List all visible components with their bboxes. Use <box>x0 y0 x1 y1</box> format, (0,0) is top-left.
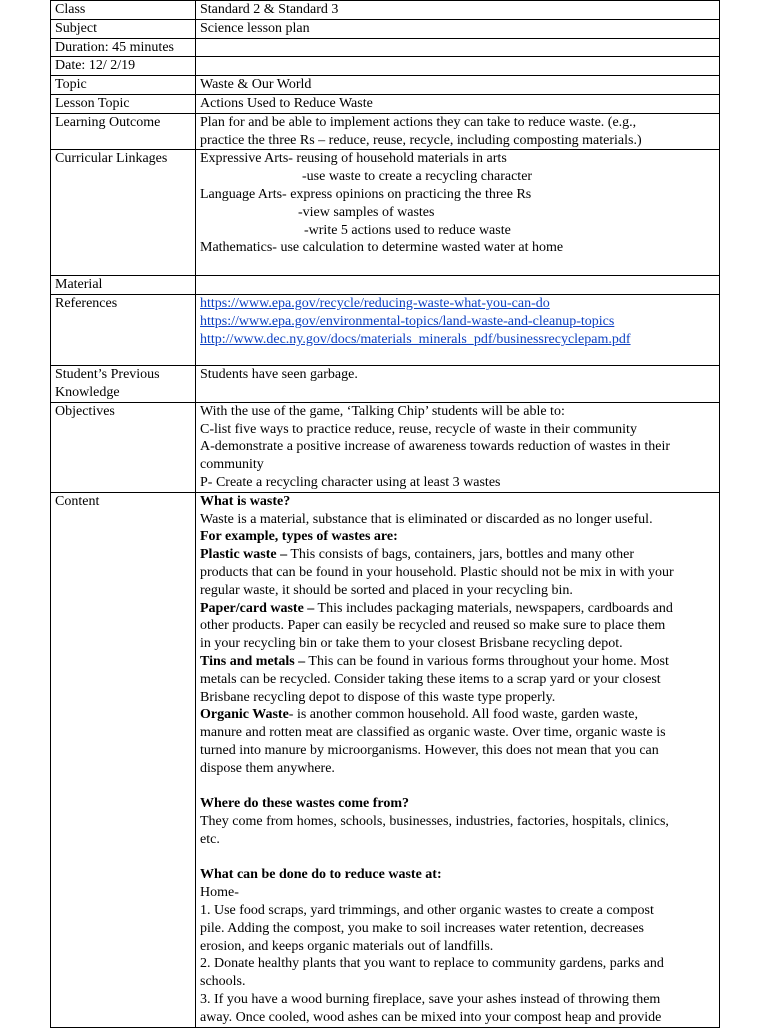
value-date <box>196 57 720 76</box>
value-subject: Science lesson plan <box>196 19 720 38</box>
text-line: Waste is a material, substance that is eliminated or discarded as no longer useful. <box>200 511 653 527</box>
content-heading: What can be done do to reduce waste at: <box>200 867 442 883</box>
text-line <box>200 706 715 724</box>
table-row <box>51 94 720 113</box>
text-line: schools. <box>200 974 246 990</box>
term-label: Tins and metals – <box>200 653 306 669</box>
label-duration: Duration: 45 minutes <box>51 38 196 57</box>
text-line: in your recycling bin or take them to your closest Brisbane recycling depot. <box>200 636 623 652</box>
text-line: 1. Use food scraps, yard trimmings, and other organic wastes to create a compost <box>200 903 654 919</box>
label-date: Date: 12/ 2/19 <box>51 57 196 76</box>
text-line: dispose them anywhere. <box>200 760 335 776</box>
table-row <box>51 19 720 38</box>
text-line: Expressive Arts- reusing of household materials in arts <box>200 151 507 167</box>
text-line: turned into manure by microorganisms. However, this does not mean that you can <box>200 742 659 758</box>
value-topic: Waste & Our World <box>196 76 720 95</box>
text-line: -view samples of wastes <box>298 204 435 220</box>
table-row <box>51 492 720 1027</box>
table-row <box>51 38 720 57</box>
text-line: community <box>200 457 264 473</box>
text-span: This consists of bags, containers, jars, bottles and many other <box>287 547 635 563</box>
table-row <box>51 366 720 403</box>
value-references <box>196 295 720 366</box>
label-subject: Subject <box>51 19 196 38</box>
value-lesson-topic: Actions Used to Reduce Waste <box>196 94 720 113</box>
label-topic: Topic <box>51 76 196 95</box>
label-material: Material <box>51 276 196 295</box>
label-lesson-topic: Lesson Topic <box>51 94 196 113</box>
table-row <box>51 57 720 76</box>
value-objectives <box>196 402 720 492</box>
text-line: etc. <box>200 831 220 847</box>
spacer <box>200 778 715 796</box>
lesson-plan-table <box>50 0 720 1028</box>
text-line <box>200 653 715 671</box>
label-content: Content <box>51 492 196 1027</box>
text-line: Language Arts- express opinions on practicing the three Rs <box>200 186 532 202</box>
table-row <box>51 276 720 295</box>
text-line: Knowledge <box>55 384 120 400</box>
term-label: Plastic waste – <box>200 547 288 563</box>
value-class: Standard 2 & Standard 3 <box>196 1 720 20</box>
reference-link[interactable]: https://www.epa.gov/recycle/reducing-waste-what-you-can-do <box>200 296 550 312</box>
spacer <box>200 849 715 867</box>
text-line: away. Once cooled, wood ashes can be mixed into your compost heap and provide <box>200 1009 662 1025</box>
text-line: Plan for and be able to implement actions they can take to reduce waste. (e.g., <box>200 114 637 130</box>
lesson-plan-document <box>50 0 720 1028</box>
reference-link[interactable]: https://www.epa.gov/environmental-topics/land-waste-and-cleanup-topics <box>200 313 615 329</box>
table-row <box>51 402 720 492</box>
text-line <box>200 546 715 564</box>
content-heading: Where do these wastes come from? <box>200 796 410 812</box>
text-line: 2. Donate healthy plants that you want to replace to community gardens, parks and <box>200 956 664 972</box>
table-row <box>51 76 720 95</box>
text-span: This includes packaging materials, newspapers, cardboards and <box>314 600 673 616</box>
text-line: metals can be recycled. Consider taking these items to a scrap yard or your closest <box>200 671 661 687</box>
text-line: practice the three Rs – reduce, reuse, recycle, including composting materials.) <box>200 132 642 148</box>
value-curricular-linkages <box>196 150 720 276</box>
value-content <box>196 492 720 1027</box>
table-row <box>51 1 720 20</box>
text-line: P- Create a recycling character using at least 3 wastes <box>200 474 501 490</box>
text-line: pile. Adding the compost, you make to soil increases water retention, decreases <box>200 920 644 936</box>
text-span: This can be found in various forms throughout your home. Most <box>305 653 669 669</box>
table-row <box>51 113 720 150</box>
reference-link[interactable]: http://www.dec.ny.gov/docs/materials_minerals_pdf/businessrecyclepam.pdf <box>200 331 631 347</box>
label-learning-outcome: Learning Outcome <box>51 113 196 150</box>
table-row <box>51 150 720 276</box>
text-line <box>200 600 715 618</box>
text-line: C-list five ways to practice reduce, reuse, recycle of waste in their community <box>200 421 637 437</box>
text-line: They come from homes, schools, businesses, industries, factories, hospitals, clinics, <box>200 814 669 830</box>
label-objectives: Objectives <box>51 402 196 492</box>
text-line: products that can be found in your household. Plastic should not be mix in with your <box>200 564 674 580</box>
value-duration <box>196 38 720 57</box>
value-material <box>196 276 720 295</box>
text-line: A-demonstrate a positive increase of awareness towards reduction of wastes in their <box>200 439 671 455</box>
text-line: -use waste to create a recycling character <box>302 169 533 185</box>
value-previous-knowledge: Students have seen garbage. <box>196 366 720 403</box>
text-line: manure and rotten meat are classified as organic waste. Over time, organic waste is <box>200 725 666 741</box>
text-line: other products. Paper can easily be recycled and reused so make sure to place them <box>200 618 666 634</box>
label-curricular-linkages: Curricular Linkages <box>51 150 196 276</box>
text-span: - is another common household. All food waste, garden waste, <box>288 707 638 723</box>
label-previous-knowledge <box>51 366 196 403</box>
text-line: 3. If you have a wood burning fireplace, save your ashes instead of throwing them <box>200 992 661 1008</box>
table-row <box>51 295 720 366</box>
label-class: Class <box>51 1 196 20</box>
content-heading: For example, types of wastes are: <box>200 529 398 545</box>
value-learning-outcome <box>196 113 720 150</box>
text-line: Student’s Previous <box>55 367 160 383</box>
label-references: References <box>51 295 196 366</box>
text-line: regular waste, it should be sorted and placed in your recycling bin. <box>200 582 573 598</box>
text-line: erosion, and keeps organic materials out of landfills. <box>200 938 494 954</box>
text-line: With the use of the game, ‘Talking Chip’ students will be able to: <box>200 403 565 419</box>
term-label: Paper/card waste – <box>200 600 315 616</box>
content-heading: What is waste? <box>200 493 291 509</box>
text-line: Brisbane recycling depot to dispose of this waste type properly. <box>200 689 556 705</box>
term-label: Organic Waste <box>200 707 289 723</box>
text-line: Mathematics- use calculation to determine wasted water at home <box>200 240 564 256</box>
text-line: -write 5 actions used to reduce waste <box>304 222 511 238</box>
text-line: Home- <box>200 885 239 901</box>
